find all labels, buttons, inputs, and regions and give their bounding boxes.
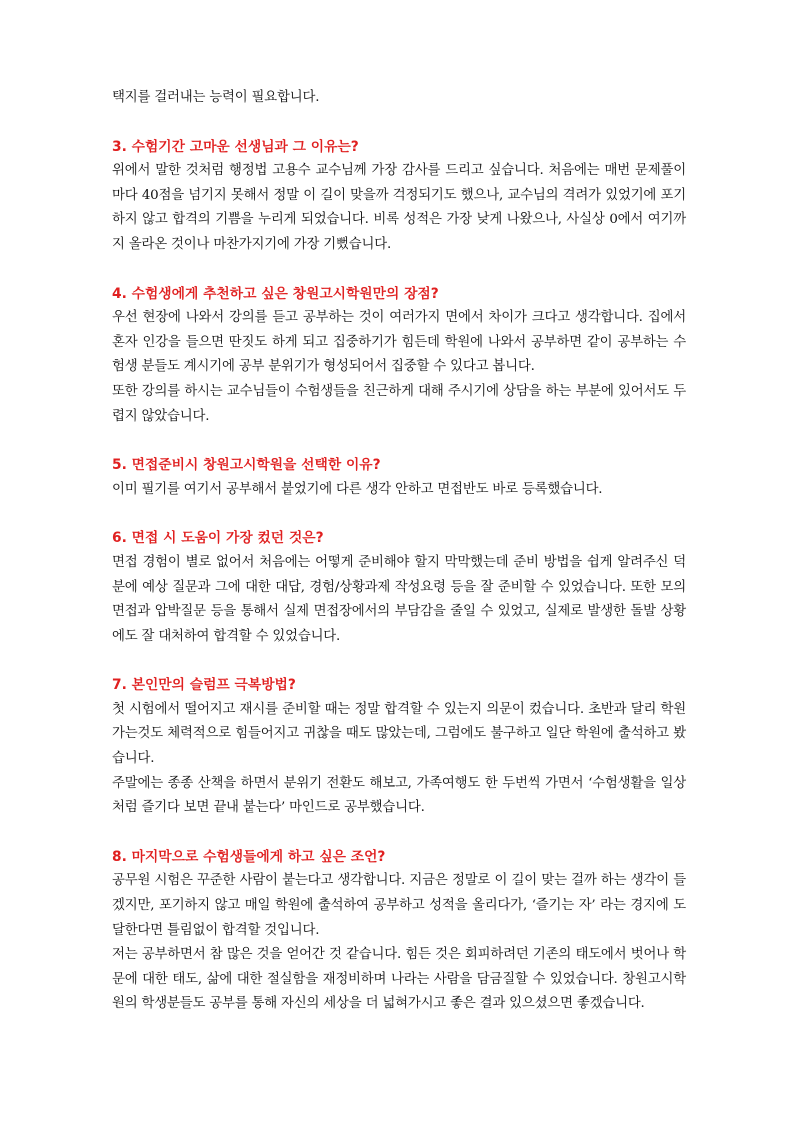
section-6 — [112, 526, 686, 649]
section-3 — [112, 135, 686, 258]
section-paragraph: 공무원 시험은 꾸준한 사람이 붙는다고 생각합니다. 지금은 정말로 이 길이 맞는 걸까 하는 생각이 들겠지만, 포기하지 않고 매일 학원에 출석하여 공부하고 성적을 올리다가, ‘즐기는 자’ 라는 경지에 도달한다면 틀림없이 합격할 것입니다. — [112, 873, 686, 938]
section-heading: 6. 면접 시 도움이 가장 컸던 것은? — [112, 530, 324, 547]
intro-text: 택지를 걸러내는 능력이 필요합니다. — [112, 90, 320, 105]
section-4 — [112, 282, 686, 430]
section-paragraph: 또한 강의를 하시는 교수님들이 수험생들을 친근하게 대해 주시기에 상담을 하는 부분에 있어서도 두렵지 않았습니다. — [112, 383, 686, 424]
section-heading: 4. 수험생에게 추천하고 싶은 창원고시학원만의 장점? — [112, 285, 439, 302]
section-paragraph: 주말에는 종종 산책을 하면서 분위기 전환도 해보고, 가족여행도 한 두번씩 가면서 ‘수험생활을 일상처럼 즐기다 보면 끝내 붙는다’ 마인드로 공부했습니다. — [112, 775, 686, 816]
section-paragraph: 우선 현장에 나와서 강의를 듣고 공부하는 것이 여러가지 면에서 차이가 크다고 생각합니다. 집에서 혼자 인강을 들으면 딴짓도 하게 되고 집중하기가 힘든데 학원에 나와서 공부하면 같이 공부하는 수험생 분들도 계시기에 공부 분위기가 형성되어서 집중할 수 있다고 봅니다. — [112, 310, 686, 375]
section-heading: 3. 수험기간 고마운 선생님과 그 이유는? — [112, 138, 359, 155]
section-paragraph: 이미 필기를 여기서 공부해서 붙었기에 다른 생각 안하고 면접반도 바로 등록했습니다. — [112, 481, 603, 497]
section-7 — [112, 673, 686, 821]
section-heading: 5. 면접준비시 창원고시학원을 선택한 이유? — [112, 457, 381, 474]
section-paragraph: 위에서 말한 것처럼 행정법 고용수 교수님께 가장 감사를 드리고 싶습니다. 처음에는 매번 문제풀이마다 40점을 넘기지 못해서 정말 이 길이 맞을까 걱정되기도 했으나, 교수님의 격려가 있었기에 포기하지 않고 합격의 기쁨을 누리게 되었습니다. 비록 성적은 가장 낮게 나왔으나, 사실상 0에서 여기까지 올라온 것이나 마찬가지기에 가장 기뻤습니다. — [112, 163, 686, 252]
section-heading: 7. 본인만의 슬럼프 극복방법? — [112, 677, 296, 694]
section-heading: 8. 마지막으로 수험생들에게 하고 싶은 조언? — [112, 848, 386, 865]
document-page — [112, 86, 686, 1017]
section-paragraph: 면접 경험이 별로 없어서 처음에는 어떻게 준비해야 할지 막막했는데 준비 방법을 쉽게 알려주신 덕분에 예상 질문과 그에 대한 대답, 경험/상황과제 작성요령 등을 잘 준비할 수 있었습니다. 또한 모의면접과 압박질문 등을 통해서 실제 면접장에서의 부담감을 줄일 수 있었고, 실제로 발생한 돌발 상황에도 잘 대처하여 합격할 수 있었습니다. — [112, 554, 686, 644]
section-paragraph: 첫 시험에서 떨어지고 재시를 준비할 때는 정말 합격할 수 있는지 의문이 컸습니다. 초반과 달리 학원 가는것도 체력적으로 힘들어지고 귀찮을 때도 많았는데, 그럼에도 불구하고 일단 학원에 출석하고 봤습니다. — [112, 701, 686, 767]
section-5 — [112, 453, 686, 502]
section-paragraph: 저는 공부하면서 참 많은 것을 얻어간 것 같습니다. 힘든 것은 회피하려던 기존의 태도에서 벗어나 학문에 대한 태도, 삶에 대한 절실함을 재정비하며 나라는 사람을 담금질할 수 있었습니다. 창원고시학원의 학생분들도 공부를 통해 자신의 세상을 더 넓혀가시고 좋은 결과 있으셨으면 좋겠습니다. — [112, 947, 686, 1012]
section-8 — [112, 845, 686, 1017]
